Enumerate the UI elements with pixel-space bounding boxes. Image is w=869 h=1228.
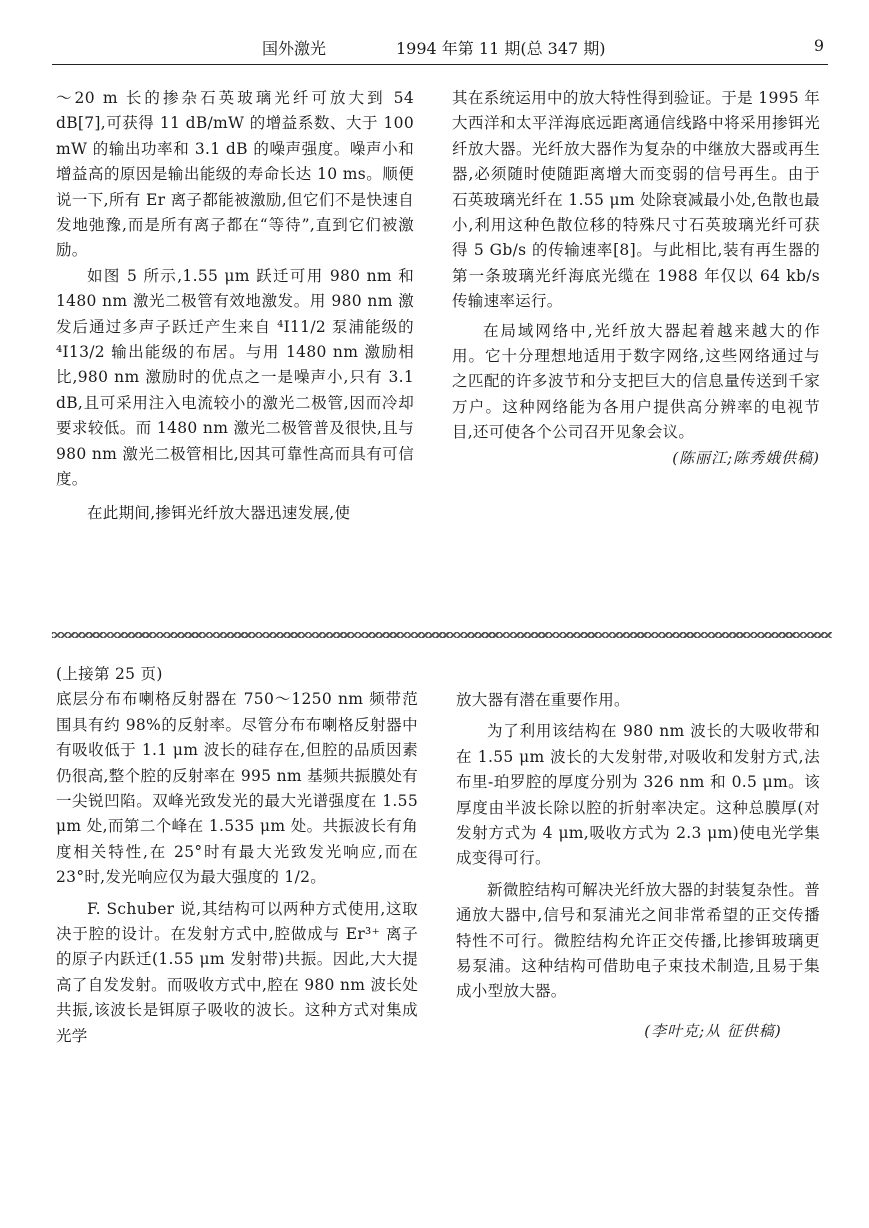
paragraph: 其在系统运用中的放大特性得到验证。于是 1995 年大西洋和太平洋海底远距离通信线路中将采用掺铒光纤放大器。光纤放大器作为复杂的中继放大器或再生器,必须随时使随距离增大而变弱的信号再生。由于石英玻璃光纤在 1.55 μm 处除衰减最小处,色散也最小,利用这种色散位移的特殊尺寸石英玻璃光纤可获得 5 Gb/s 的传输速率[8]。与此相比,装有再生器的第一条玻璃光纤海底光缆在 1988 年仅以 64 kb/s 传输速率运行。 (452, 89, 820, 311)
paragraph: 新微腔结构可解决光纤放大器的封装复杂性。普通放大器中,信号和泵浦光之间非常希望的正交传播特性不可行。微腔结构允许正交传播,比掺铒玻璃更易泵浦。这种结构可借助电子束技术制造,且易于集成小型放大器。 (456, 880, 820, 1001)
journal-title: 国外激光 (262, 39, 327, 58)
paragraph: 底层分布布喇格反射器在 750～1250 nm 频带范围具有约 98%的反射率。尽管分布布喇格反射器中有吸收低于 1.1 μm 波长的硅存在,但腔的品质因素仍很高,整个腔的反射率在 995 nm 基频共振膜处有一尖锐凹陷。双峰光致发光的最大光谱强度在 1.55 μm 处,而第二个峰在 1.535 μm 处。共振波长有角度相关特性,在 25°时有最大光致发光响应,而在 23°时,发光响应仅为最大强度的 1/2。 (56, 690, 418, 887)
page-number: 9 (813, 36, 824, 55)
header-rule (52, 64, 828, 65)
author-credit: (陈丽江;陈秀娥供稿) (672, 448, 820, 467)
paragraph: 如图 5 所示,1.55 μm 跃迁可用 980 nm 和 1480 nm 激光二极管有效地激发。用 980 nm 激发后通过多声子跃迁产生来自 ⁴I11/2 泵浦能级的 ⁴I13/2 输出能级的布居。与用 1480 nm 激励相比,980 nm 激励时的优点之一是噪声小,只有 3.1 dB,且可采用注入电流较小的激光二极管,因而冷却要求较低。而 1480 nm 激光二极管普及很快,且与 980 nm 激光二极管相比,因其可靠性高而具有可信度。 (56, 266, 414, 489)
author-credit: (李叶克;从 征供稿) (644, 1021, 782, 1040)
article-top-right-column (452, 86, 820, 471)
continued-from-label: (上接第 25 页) (56, 665, 163, 683)
paragraph: 在此期间,掺铒光纤放大器迅速发展,使 (87, 503, 351, 522)
paragraph: 放大器有潜在重要作用。 (456, 691, 630, 709)
paragraph: F. Schuber 说,其结构可以两种方式使用,这取决于腔的设计。在发射方式中,腔做成与 Er³⁺ 离子的原子内跃迁(1.55 μm 发射带)共振。因此,大大提高了自发发射。而吸收方式中,腔在 980 nm 波长处共振,该波长是铒原子吸收的波长。这种方式对集成光学 (56, 899, 418, 1045)
article-top-left-column (56, 86, 414, 526)
paragraph: 在局域网络中,光纤放大器起着越来越大的作用。它十分理想地适用于数字网络,这些网络通过与之匹配的许多波节和分支把巨大的信息量传送到千家万户。这种网络能为各用户提供高分辨率的电视节目,还可使各个公司召开见象会议。 (452, 321, 820, 442)
paragraph: 为了利用该结构在 980 nm 波长的大吸收带和在 1.55 μm 波长的大发射带,对吸收和发射方式,法布里-珀罗腔的厚度分别为 326 nm 和 0.5 μm。该厚度由半波长除以腔的折射率决定。这种总膜厚(对发射方式为 4 μm,吸收方式为 2.3 μm)使电光学集成变得可行。 (456, 722, 820, 868)
issue-info: 1994 年第 11 期(总 347 期) (396, 39, 606, 58)
paragraph: ～20 m 长的掺杂石英玻璃光纤可放大到 54 dB[7],可获得 11 dB/mW 的增益系数、大于 100 mW 的输出功率和 3.1 dB 的噪声强度。噪声小和增益高的原因是输出能级的寿命长达 10 ms。顺便说一下,所有 Er 离子都能被激励,但它们不是快速自发地弛豫,而是所有离子都在“等待”,直到它们被激励。 (56, 89, 414, 260)
article-bottom-left-column (56, 662, 418, 1049)
article-bottom-right-column (456, 688, 820, 1044)
page-header (56, 36, 824, 60)
section-divider (52, 632, 832, 638)
